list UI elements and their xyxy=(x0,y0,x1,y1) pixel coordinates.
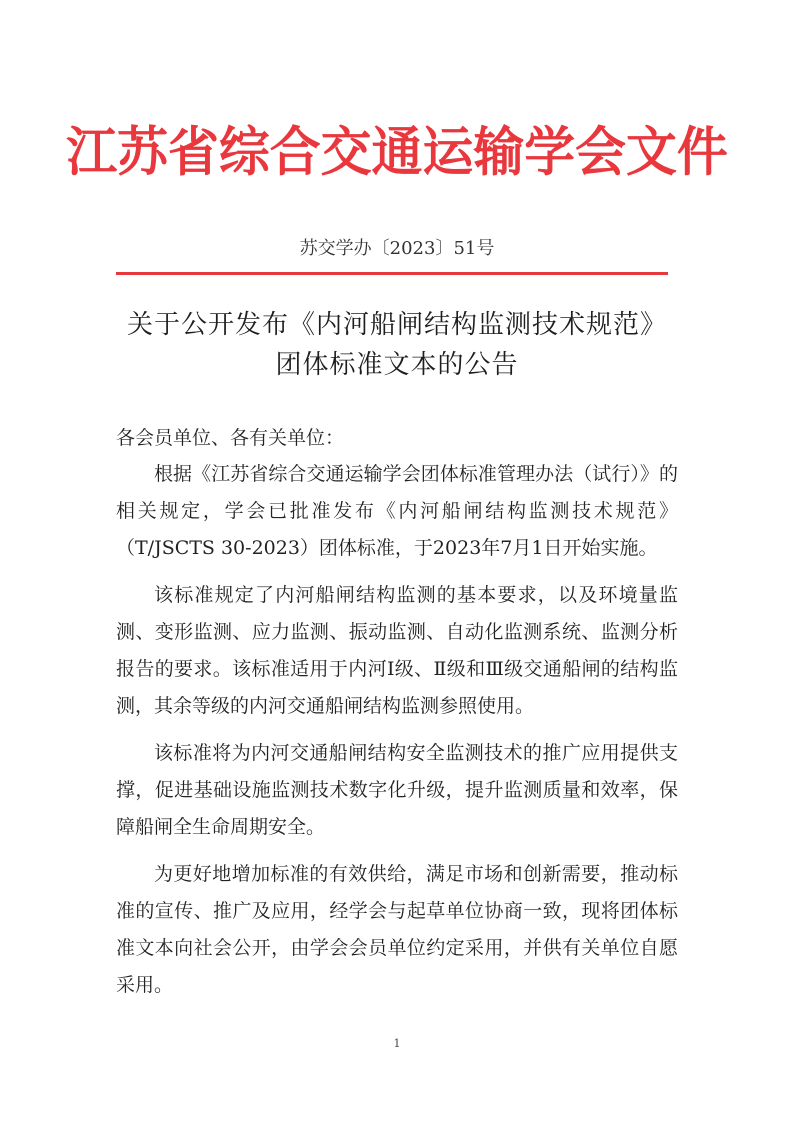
document-number: 苏交学办〔2023〕51号 xyxy=(299,238,495,259)
paragraph: 为更好地增加标准的有效供给，满足市场和创新需要，推动标准的宣传、推广及应用，经学会与起草单位协商一致，现将团体标准文本向社会公开，由学会会员单位约定采用，并供有关单位自愿采用。 xyxy=(116,863,678,996)
paragraph: 该标准规定了内河船闸结构监测的基本要求，以及环境量监测、变形监测、应力监测、振动监测、自动化监测系统、监测分析报告的要求。该标准适用于内河Ⅰ级、Ⅱ级和Ⅲ级交通船闸的结构监测，其余等级的内河交通船闸结构监测参照使用。 xyxy=(116,584,678,717)
announcement-title xyxy=(0,305,794,385)
title-line-1: 关于公开发布《内河船闸结构监测技术规范》 xyxy=(126,310,667,340)
page-number: 1 xyxy=(393,1037,401,1050)
paragraph: 该标准将为内河交通船闸结构安全监测技术的推广应用提供支撑，促进基础设施监测技术数字化升级，提升监测质量和效率，保障船闸全生命周期安全。 xyxy=(116,742,678,838)
document-header-title: 江苏省综合交通运输学会文件 xyxy=(66,122,728,183)
red-divider-line xyxy=(116,272,668,275)
title-line-2: 团体标准文本的公告 xyxy=(275,350,519,380)
paragraph: 根据《江苏省综合交通运输学会团体标准管理办法（试行）》的相关规定，学会已批准发布《内河船闸结构监测技术规范》（T/JSCTS 30-2023）团体标准，于2023年7月1日开始实施。 xyxy=(116,463,678,559)
body-text xyxy=(116,456,678,1014)
salutation: 各会员单位、各有关单位： xyxy=(116,427,345,449)
